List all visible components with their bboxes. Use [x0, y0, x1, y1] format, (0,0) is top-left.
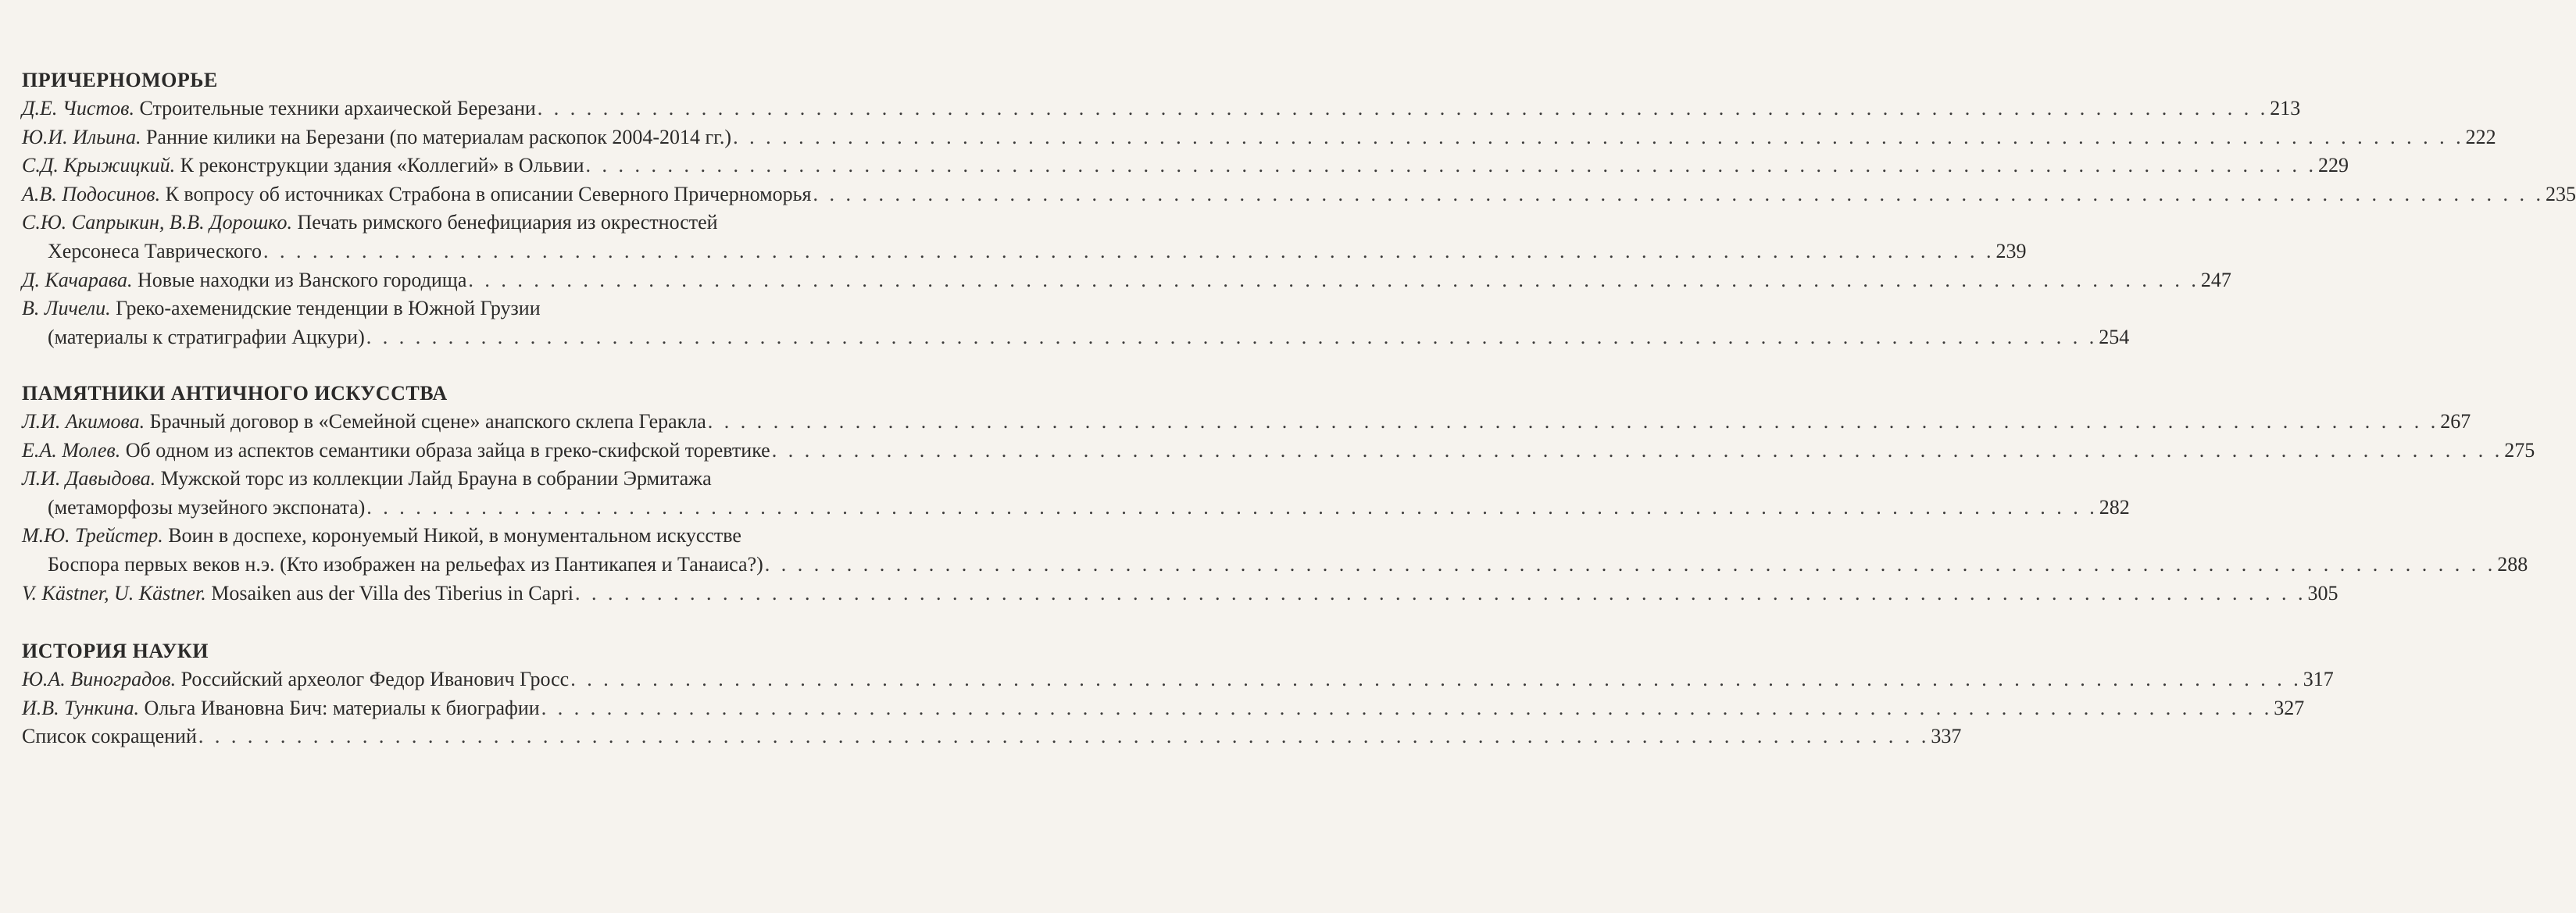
toc-entry[interactable]	[22, 665, 2334, 694]
page-number: 288	[2497, 552, 2528, 576]
toc-entry[interactable]	[22, 580, 2338, 608]
toc-entry[interactable]	[22, 209, 2027, 266]
entry-title: Мужской торс из коллекции Лайд Брауна в собрании Эрмитажа	[160, 467, 712, 490]
toc-entry[interactable]	[22, 123, 2496, 152]
page-number: 239	[1995, 239, 2027, 262]
toc-entry[interactable]	[22, 408, 2471, 437]
toc-entry[interactable]	[22, 437, 2535, 465]
entry-line	[22, 494, 2130, 522]
entry-author: Ю.И. Ильина.	[22, 125, 141, 148]
dot-leader: . . . . . . . . . . . . . . . . . . . . . . . . . . . . . . . . . . . . . . . . . . . . . . . . . . . . . . . . . . . . . . . . . . . . . . . . . . . . . . . . . . . . . . . . . . . . . . . . . . . . . . . . . .	[198, 725, 1930, 748]
entry-line	[22, 722, 1962, 751]
dot-leader: . . . . . . . . . . . . . . . . . . . . . . . . . . . . . . . . . . . . . . . . . . . . . . . . . . . . . . . . . . . . . . . . . . . . . . . . . . . . . . . . . . . . . . . . . . . . . . . . . . . . . . . . . .	[366, 325, 2098, 348]
entry-line	[22, 465, 1078, 494]
entry-line	[22, 323, 2130, 352]
entry-line	[22, 437, 2535, 465]
entry-title: Новые находки из Ванского городища	[137, 268, 467, 291]
entry-title: К вопросу об источниках Страбона в описании Северного Причерноморья	[165, 182, 812, 205]
entry-title: Брачный договор в «Семейной сцене» анапского склепа Геракла	[149, 410, 706, 433]
entry-author: Д. Качарава.	[22, 268, 133, 291]
entry-title: Ранние килики на Березани (по материалам раскопок 2004-2014 гг.)	[145, 125, 732, 148]
toc-section	[22, 379, 2535, 608]
toc-entry[interactable]	[22, 722, 1962, 751]
entry-author: Л.И. Давыдова.	[22, 467, 156, 490]
page-number: 229	[2318, 154, 2349, 177]
entry-text	[22, 297, 541, 319]
page-number: 267	[2440, 410, 2471, 433]
entry-text	[22, 95, 536, 123]
entry-author: Д.Е. Чистов.	[22, 97, 134, 119]
page-number: 282	[2099, 495, 2130, 519]
entry-author: С.Д. Крыжицкий.	[22, 154, 176, 177]
entry-line	[22, 209, 1078, 237]
dot-leader: . . . . . . . . . . . . . . . . . . . . . . . . . . . . . . . . . . . . . . . . . . . . . . . . . . . . . . . . . . . . . . . . . . . . . . . . . . . . . . . . . . . . . . . . . . . . . . . . . . . . . . . . . .	[764, 552, 2496, 576]
entry-continuation: Херсонеса Таврического	[48, 239, 262, 262]
dot-leader: . . . . . . . . . . . . . . . . . . . . . . . . . . . . . . . . . . . . . . . . . . . . . . . . . . . . . . . . . . . . . . . . . . . . . . . . . . . . . . . . . . . . . . . . . . . . . . . . . . . . . . . . . .	[575, 581, 2306, 605]
page-number: 305	[2307, 581, 2338, 605]
dot-leader: . . . . . . . . . . . . . . . . . . . . . . . . . . . . . . . . . . . . . . . . . . . . . . . . . . . . . . . . . . . . . . . . . . . . . . . . . . . . . . . . . . . . . . . . . . . . . . . . . . . . . . . . . .	[707, 410, 2439, 433]
entry-author: В. Личели.	[22, 297, 111, 320]
entry-continuation: (материалы к стратиграфии Ацкури)	[48, 325, 365, 348]
entry-title: Греко-ахеменидские тенденции в Южной Грузии	[116, 297, 541, 320]
toc-entry[interactable]	[22, 95, 2301, 123]
dot-leader: . . . . . . . . . . . . . . . . . . . . . . . . . . . . . . . . . . . . . . . . . . . . . . . . . . . . . . . . . . . . . . . . . . . . . . . . . . . . . . . . . . . . . . . . . . . . . . . . . . . . . . . . . .	[537, 97, 2269, 119]
entry-author: Ю.А. Виноградов.	[22, 668, 177, 690]
entry-line	[22, 237, 2027, 266]
entry-text	[22, 211, 718, 234]
dot-leader: . . . . . . . . . . . . . . . . . . . . . . . . . . . . . . . . . . . . . . . . . . . . . . . . . . . . . . . . . . . . . . . . . . . . . . . . . . . . . . . . . . . . . . . . . . . . . . . . . . . . . . . . . .	[541, 696, 2273, 719]
entry-line	[22, 580, 2338, 608]
entry-text	[22, 665, 569, 694]
dot-leader: . . . . . . . . . . . . . . . . . . . . . . . . . . . . . . . . . . . . . . . . . . . . . . . . . . . . . . . . . . . . . . . . . . . . . . . . . . . . . . . . . . . . . . . . . . . . . . . . . . . . . . . . . .	[771, 438, 2503, 462]
dot-leader: . . . . . . . . . . . . . . . . . . . . . . . . . . . . . . . . . . . . . . . . . . . . . . . . . . . . . . . . . . . . . . . . . . . . . . . . . . . . . . . . . . . . . . . . . . . . . . . . . . . . . . . . . .	[366, 495, 2098, 519]
entry-text	[22, 694, 540, 723]
toc-entry[interactable]	[22, 266, 2231, 295]
entry-line	[22, 665, 2334, 694]
toc-entry[interactable]	[22, 180, 2576, 209]
entry-line	[22, 408, 2471, 437]
dot-leader: . . . . . . . . . . . . . . . . . . . . . . . . . . . . . . . . . . . . . . . . . . . . . . . . . . . . . . . . . . . . . . . . . . . . . . . . . . . . . . . . . . . . . . . . . . . . . . . . . . . . . . . . . .	[468, 268, 2199, 291]
entry-title: Список сокращений	[22, 725, 197, 748]
section-heading: ИСТОРИЯ НАУКИ	[22, 640, 209, 662]
entry-author: И.В. Тункина.	[22, 696, 139, 719]
entry-title: Российский археолог Федор Иванович Гросс	[180, 668, 570, 690]
toc-entry[interactable]	[22, 152, 2349, 180]
entry-title: К реконструкции здания «Коллегий» в Ольвии	[180, 154, 584, 177]
page-number: 222	[2465, 125, 2496, 148]
entry-author: С.Ю. Сапрыкин, В.В. Дорошко.	[22, 211, 292, 234]
toc-section	[22, 637, 2334, 751]
entry-title: Строительные техники архаической Березани	[139, 97, 536, 119]
entry-text	[22, 266, 466, 295]
page-number: 337	[1931, 725, 1962, 748]
entry-text	[22, 437, 770, 465]
entry-line	[22, 522, 1078, 551]
entry-title: Об одном из аспектов семантики образа зайца в греко-скифской торевтике	[125, 438, 770, 462]
dot-leader: . . . . . . . . . . . . . . . . . . . . . . . . . . . . . . . . . . . . . . . . . . . . . . . . . . . . . . . . . . . . . . . . . . . . . . . . . . . . . . . . . . . . . . . . . . . . . . . . . . . . . . . . . .	[733, 125, 2464, 148]
dot-leader: . . . . . . . . . . . . . . . . . . . . . . . . . . . . . . . . . . . . . . . . . . . . . . . . . . . . . . . . . . . . . . . . . . . . . . . . . . . . . . . . . . . . . . . . . . . . . . . . . . . . . . . . . .	[570, 668, 2302, 690]
entry-text	[22, 180, 811, 209]
section-heading: ПРИЧЕРНОМОРЬЕ	[22, 69, 218, 91]
entry-continuation: Боспора первых веков н.э. (Кто изображен на рельефах из Пантикапея и Танаиса?)	[48, 552, 763, 576]
entry-text	[22, 467, 712, 490]
entry-author: Л.И. Акимова.	[22, 410, 145, 433]
dot-leader: . . . . . . . . . . . . . . . . . . . . . . . . . . . . . . . . . . . . . . . . . . . . . . . . . . . . . . . . . . . . . . . . . . . . . . . . . . . . . . . . . . . . . . . . . . . . . . . . . . . . . . . . . .	[813, 182, 2544, 205]
entry-line	[22, 266, 2231, 295]
entry-line	[22, 694, 2305, 723]
toc-entry[interactable]	[22, 694, 2305, 723]
entry-author: Е.А. Молев.	[22, 438, 121, 462]
dot-leader: . . . . . . . . . . . . . . . . . . . . . . . . . . . . . . . . . . . . . . . . . . . . . . . . . . . . . . . . . . . . . . . . . . . . . . . . . . . . . . . . . . . . . . . . . . . . . . . . . . . . . . . . . .	[263, 239, 1995, 262]
entry-text	[22, 123, 731, 152]
entry-author: V. Kästner, U. Kästner.	[22, 581, 206, 605]
entry-line	[22, 180, 2576, 209]
page-number: 275	[2504, 438, 2535, 462]
entry-title: Mosaiken aus der Villa des Tiberius in Capri	[211, 581, 573, 605]
toc-entry[interactable]	[22, 465, 2130, 522]
entry-text	[22, 722, 197, 751]
entry-line	[22, 123, 2496, 152]
entry-text	[22, 408, 706, 437]
page-number: 327	[2274, 696, 2305, 719]
entry-line	[22, 294, 1078, 323]
entry-title: Воин в доспехе, коронуемый Никой, в монументальном искусстве	[168, 524, 741, 547]
entry-text	[22, 524, 741, 547]
entry-line	[22, 95, 2301, 123]
entry-title: Ольга Ивановна Бич: материалы к биографии	[144, 696, 540, 719]
dot-leader: . . . . . . . . . . . . . . . . . . . . . . . . . . . . . . . . . . . . . . . . . . . . . . . . . . . . . . . . . . . . . . . . . . . . . . . . . . . . . . . . . . . . . . . . . . . . . . . . . . . . . . . . . .	[585, 154, 2317, 177]
entry-author: М.Ю. Трейстер.	[22, 524, 163, 547]
page-number: 235	[2545, 182, 2576, 205]
entry-author: А.В. Подосинов.	[22, 182, 161, 205]
entry-line	[22, 152, 2349, 180]
entry-line	[22, 551, 2528, 580]
page-number: 213	[2270, 97, 2301, 119]
entry-text	[22, 580, 573, 608]
section-heading: ПАМЯТНИКИ АНТИЧНОГО ИСКУССТВА	[22, 382, 448, 405]
toc-entry[interactable]	[22, 294, 2130, 351]
entry-continuation: (метаморфозы музейного экспоната)	[48, 495, 366, 519]
toc-section	[22, 66, 2576, 351]
page-number: 254	[2099, 325, 2130, 348]
page-number: 247	[2200, 268, 2231, 291]
entry-text	[22, 152, 584, 180]
toc-entry[interactable]	[22, 522, 2528, 579]
entry-title: Печать римского бенефициария из окрестностей	[297, 211, 718, 234]
page-number: 317	[2303, 668, 2334, 690]
